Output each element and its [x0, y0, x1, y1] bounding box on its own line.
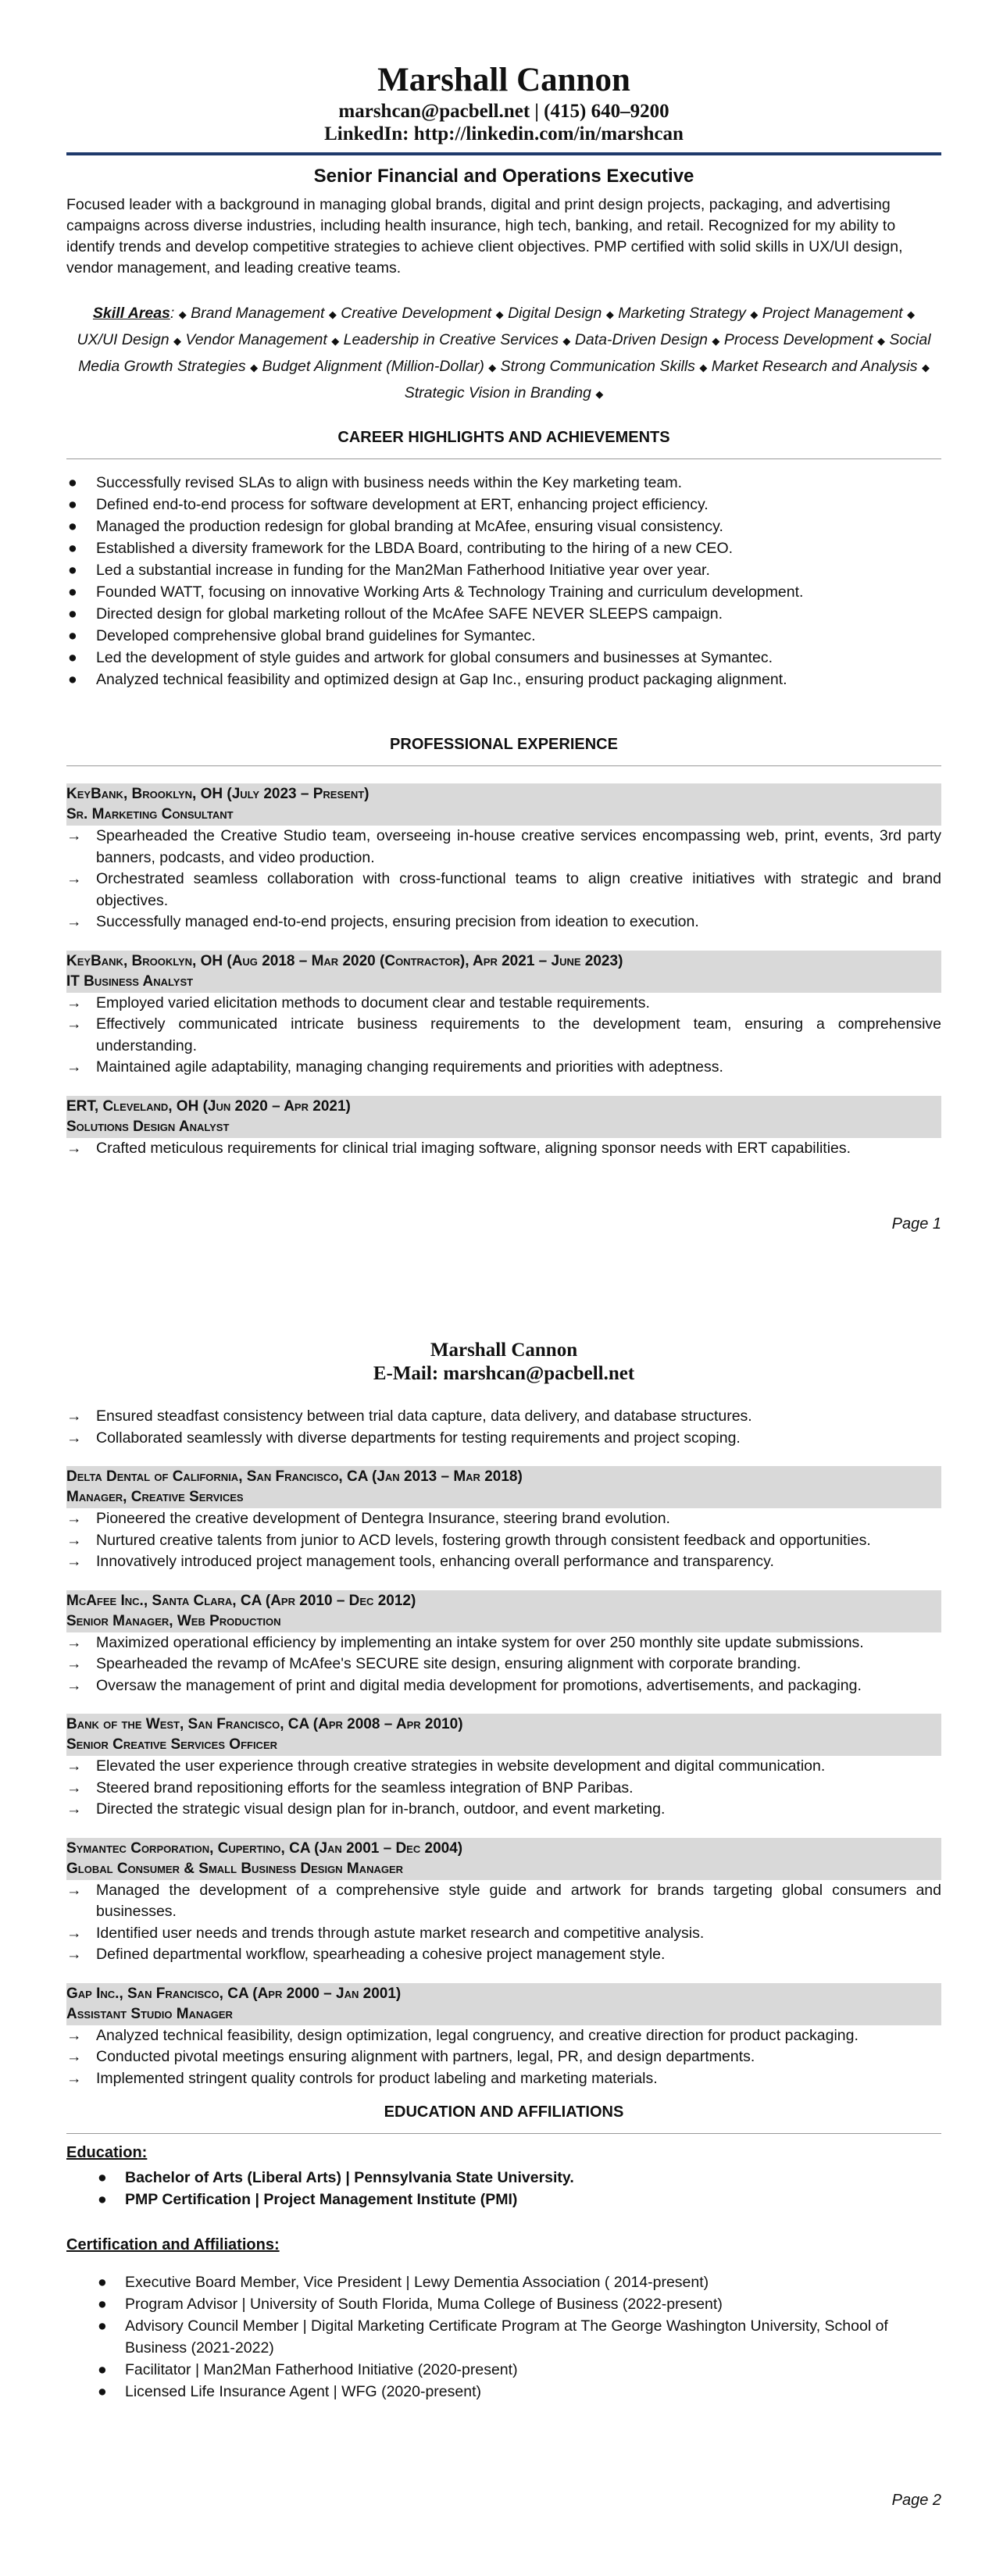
bullet-icon: ●	[68, 474, 77, 491]
job-bullet-text: Directed the strategic visual design plan for in-branch, outdoor, and event marketing.	[96, 1800, 666, 1818]
arrow-right-icon: →	[66, 913, 82, 930]
job-header	[66, 1983, 941, 2025]
job-bullet	[66, 1428, 941, 1450]
bullet-icon: ●	[68, 671, 77, 688]
job-bullet-text: Managed the development of a comprehensive style guide and artwork for brands targeting global consumers and businesses.	[96, 1881, 941, 1920]
certification-item	[66, 2315, 941, 2359]
highlight-item	[66, 669, 941, 690]
bullet-icon: ●	[68, 518, 77, 535]
bullet-icon: ●	[68, 583, 77, 601]
job-header	[66, 1714, 941, 1756]
diamond-icon: ◆	[495, 309, 504, 320]
certification-item-text: Advisory Council Member | Digital Marketing Certificate Program at The George Washington University, School of Business (2021-2022)	[125, 2317, 888, 2357]
job-bullet	[66, 1799, 941, 1821]
highlight-text: Defined end-to-end process for software development at ERT, enhancing project efficiency.	[96, 496, 709, 513]
job-title: Sr. Marketing Consultant	[66, 806, 234, 822]
highlights-title: CAREER HIGHLIGHTS AND ACHIEVEMENTS	[337, 429, 670, 446]
highlight-text: Analyzed technical feasibility and optimized design at Gap Inc., ensuring product packaging alignment.	[96, 671, 787, 688]
skill-areas: Skill Areas: ◆ Brand Management ◆ Creative Development ◆ Digital Design ◆ Marketing Strategy ◆ Project Management ◆ UX/UI Design ◆ Vendor Management ◆ Leadership in Creative Services ◆ Data-Driven Design ◆ Process Development ◆ Social Media Growth Strategies ◆ Budget Alignment (Million-Dollar) ◆ Strong Communication Skills ◆ Market Research and Analysis ◆ Strategic Vision in Branding ◆	[77, 305, 931, 401]
job-title: IT Business Analyst	[66, 972, 194, 990]
skill-item: Project Management	[762, 305, 903, 322]
diamond-icon: ◆	[250, 362, 259, 373]
bullet-icon: ●	[98, 2361, 107, 2378]
job-bullet-text: Crafted meticulous requirements for clinical trial imaging software, aligning sponsor needs with ERT capabilities.	[96, 1139, 851, 1157]
highlight-text: Developed comprehensive global brand guidelines for Symantec.	[96, 627, 536, 644]
job-header	[66, 951, 941, 993]
education-label: Education:	[66, 2144, 148, 2161]
job-header	[66, 1466, 941, 1508]
job-company: KeyBank, Brooklyn, OH (July 2023 – Present)	[66, 786, 369, 802]
job-entry	[66, 1983, 941, 2090]
bullet-icon: ●	[98, 2191, 107, 2208]
bullet-icon: ●	[68, 562, 77, 579]
resume-page-2	[0, 1289, 996, 2576]
diamond-icon: ◆	[488, 362, 497, 373]
job-bullet	[66, 2046, 941, 2068]
job-header	[66, 1590, 941, 1632]
arrow-right-icon: →	[66, 1633, 82, 1651]
certification-item-text: Facilitator | Man2Man Fatherhood Initiative (2020-present)	[125, 2361, 518, 2378]
job-bullet	[66, 1675, 941, 1697]
job-bullet-text: Spearheaded the revamp of McAfee's SECURE site design, ensuring alignment with corporate branding.	[96, 1655, 801, 1672]
education-title: EDUCATION AND AFFILIATIONS	[384, 2103, 624, 2121]
job-bullet	[66, 1508, 941, 1530]
arrow-right-icon: →	[66, 1655, 82, 1672]
arrow-right-icon: →	[66, 827, 82, 844]
certification-item	[66, 2293, 941, 2315]
bullet-icon: ●	[98, 2383, 107, 2400]
job-header	[66, 783, 941, 826]
highlight-text: Managed the production redesign for global branding at McAfee, ensuring visual consistency.	[96, 518, 723, 535]
job-title: Manager, Creative Services	[66, 1489, 244, 1505]
arrow-right-icon: →	[66, 870, 82, 887]
diamond-icon: ◆	[907, 309, 916, 320]
job-header	[66, 1838, 941, 1880]
job-bullet-text: Oversaw the management of print and digital media development for promotions, advertisements, and packaging.	[96, 1676, 862, 1694]
experience-title: PROFESSIONAL EXPERIENCE	[390, 736, 618, 753]
job-company: Gap Inc., San Francisco, CA (Apr 2000 – Jan 2001)	[66, 1985, 402, 2002]
job-bullet	[66, 1551, 941, 1573]
certifications-label: Certification and Affiliations:	[66, 2236, 280, 2253]
job-bullet-text: Successfully managed end-to-end projects, ensuring precision from ideation to execution.	[96, 913, 699, 930]
bullet-icon: ●	[98, 2169, 107, 2186]
job-bullet-text: Nurtured creative talents from junior to ACD levels, fostering growth through consistent feedback and opportunities.	[96, 1531, 871, 1549]
highlight-item	[66, 494, 941, 516]
job-bullet-text: Collaborated seamlessly with diverse departments for testing requirements and project scoping.	[96, 1429, 741, 1447]
skill-item: Vendor Management	[185, 331, 327, 348]
highlight-item	[66, 603, 941, 625]
job-bullet-text: Conducted pivotal meetings ensuring alignment with partners, legal, PR, and design departments.	[96, 2048, 755, 2065]
job-company: KeyBank, Brooklyn, OH (Aug 2018 – Mar 2020 (Contractor), Apr 2021 – June 2023)	[66, 952, 623, 969]
job-company: Bank of the West, San Francisco, CA (Apr 2008 – Apr 2010)	[66, 1716, 463, 1732]
page-number: Page 1	[891, 1215, 941, 1233]
skill-item: Brand Management	[191, 305, 325, 322]
job-bullets	[66, 1138, 941, 1160]
diamond-icon: ◆	[877, 335, 885, 347]
job-entry	[66, 783, 941, 933]
arrow-right-icon: →	[66, 2069, 82, 2087]
skill-item: Data-Driven Design	[574, 331, 708, 348]
diamond-icon: ◆	[595, 388, 604, 400]
arrow-right-icon: →	[66, 2048, 82, 2065]
continued-bullets	[66, 1406, 941, 1449]
job-bullets	[66, 2025, 941, 2090]
job-bullet-text: Effectively communicated intricate business requirements to the development team, ensuring a comprehensive understanding.	[96, 1015, 941, 1054]
skill-item: Strong Communication Skills	[500, 358, 695, 375]
highlight-item	[66, 472, 941, 494]
job-bullet-text: Spearheaded the Creative Studio team, overseeing in-house creative services encompassing web, print, events, 3rd party banners, podcasts, and video production.	[96, 827, 941, 866]
job-bullet-text: Innovatively introduced project management tools, enhancing overall performance and transparency.	[96, 1553, 774, 1570]
job-bullets	[66, 1880, 941, 1966]
diamond-icon: ◆	[750, 309, 759, 320]
job-bullet	[66, 1632, 941, 1654]
job-bullet-text: Employed varied elicitation methods to document clear and testable requirements.	[96, 994, 650, 1011]
diamond-icon: ◆	[699, 362, 708, 373]
job-bullet	[66, 2025, 941, 2047]
job-company: McAfee Inc., Santa Clara, CA (Apr 2010 – Dec 2012)	[66, 1592, 416, 1609]
page-number: Page 2	[891, 2492, 941, 2509]
skill-item: Social Media Growth Strategies	[78, 331, 931, 375]
bullet-icon: ●	[68, 627, 77, 644]
job-bullet	[66, 912, 941, 933]
skill-item: Leadership in Creative Services	[343, 331, 559, 348]
diamond-icon: ◆	[328, 309, 337, 320]
certification-item	[66, 2381, 941, 2403]
diamond-icon: ◆	[605, 309, 614, 320]
job-bullets	[66, 1756, 941, 1821]
arrow-right-icon: →	[66, 1881, 82, 1899]
bullet-icon: ●	[68, 540, 77, 557]
arrow-right-icon: →	[66, 1015, 82, 1033]
job-bullet-text: Orchestrated seamless collaboration with cross-functional teams to align creative initiatives with strategic and brand objectives.	[96, 870, 941, 909]
diamond-icon: ◆	[178, 309, 187, 320]
skill-item: Creative Development	[341, 305, 492, 322]
job-entry	[66, 1714, 941, 1821]
highlight-text: Directed design for global marketing rollout of the McAfee SAFE NEVER SLEEPS campaign.	[96, 605, 723, 623]
diamond-icon: ◆	[712, 335, 720, 347]
bullet-icon: ●	[98, 2296, 107, 2313]
job-bullet	[66, 1406, 941, 1428]
highlight-text: Established a diversity framework for the LBDA Board, contributing to the hiring of a new CEO.	[96, 540, 734, 557]
section-divider	[66, 765, 941, 766]
job-bullet	[66, 1014, 941, 1057]
job-bullet-text: Analyzed technical feasibility, design optimization, legal congruency, and creative direction for product packaging.	[96, 2026, 859, 2044]
highlight-item	[66, 559, 941, 581]
diamond-icon: ◆	[331, 335, 340, 347]
section-divider	[66, 458, 941, 459]
job-company: ERT, Cleveland, OH (Jun 2020 – Apr 2021)	[66, 1097, 351, 1115]
job-entry	[66, 1838, 941, 1966]
arrow-right-icon: →	[66, 1553, 82, 1570]
job-company: Delta Dental of California, San Francisco, CA (Jan 2013 – Mar 2018)	[66, 1468, 523, 1485]
job-bullet	[66, 869, 941, 912]
job-bullet	[66, 1756, 941, 1778]
job-bullet	[66, 1057, 941, 1079]
diamond-icon: ◆	[173, 335, 181, 347]
job-bullets	[66, 1632, 941, 1697]
certification-item	[66, 2271, 941, 2293]
job-bullet-text: Maximized operational efficiency by implementing an intake system for over 250 monthly site update submissions.	[96, 1633, 864, 1651]
job-bullet-text: Elevated the user experience through creative strategies in website development and digital communication.	[96, 1757, 826, 1775]
highlight-item	[66, 581, 941, 603]
contact-line: marshcan@pacbell.net | (415) 640–9200	[338, 101, 669, 122]
skill-item: Process Development	[723, 331, 873, 348]
highlight-text: Founded WATT, focusing on innovative Working Arts & Technology Training and curriculum development.	[96, 583, 804, 601]
job-bullet-text: Identified user needs and trends through astute market research and competitive analysis.	[96, 1924, 705, 1942]
highlights-list	[66, 472, 941, 690]
arrow-right-icon: →	[66, 1408, 82, 1425]
skill-item: Budget Alignment (Million-Dollar)	[262, 358, 484, 375]
job-bullet	[66, 2068, 941, 2090]
job-bullet	[66, 1530, 941, 1552]
job-title: Assistant Studio Manager	[66, 2005, 233, 2022]
job-bullet-text: Steered brand repositioning efforts for the seamless integration of BNP Paribas.	[96, 1779, 634, 1796]
job-bullet	[66, 1654, 941, 1675]
skill-item: Strategic Vision in Branding	[404, 384, 591, 401]
arrow-right-icon: →	[66, 1924, 82, 1942]
jobs-list	[66, 1466, 941, 2089]
bullet-icon: ●	[98, 2274, 107, 2291]
skill-item: Market Research and Analysis	[711, 358, 918, 375]
job-bullet-text: Implemented stringent quality controls for product labeling and marketing materials.	[96, 2069, 658, 2087]
bullet-icon: ●	[68, 649, 77, 666]
certification-item-text: Program Advisor | University of South Florida, Muma College of Business (2022-present)	[125, 2296, 723, 2313]
arrow-right-icon: →	[66, 1757, 82, 1775]
certifications-list	[66, 2271, 941, 2403]
highlight-item	[66, 537, 941, 559]
job-bullet	[66, 1138, 941, 1160]
bullet-icon: ●	[68, 605, 77, 623]
job-company: Symantec Corporation, Cupertino, CA (Jan 2001 – Dec 2004)	[66, 1839, 463, 1857]
education-item	[66, 2167, 941, 2189]
page2-name: Marshall Cannon	[430, 1340, 578, 1361]
diamond-icon: ◆	[562, 335, 571, 347]
skill-item: UX/UI Design	[77, 331, 170, 348]
job-title: Senior Creative Services Officer	[66, 1736, 278, 1753]
arrow-right-icon: →	[66, 1800, 82, 1818]
arrow-right-icon: →	[66, 1676, 82, 1694]
job-title: Solutions Design Analyst	[66, 1118, 230, 1135]
arrow-right-icon: →	[66, 994, 82, 1011]
arrow-right-icon: →	[66, 1058, 82, 1076]
highlight-text: Led a substantial increase in funding for the Man2Man Fatherhood Initiative year over year.	[96, 562, 710, 579]
arrow-right-icon: →	[66, 1779, 82, 1796]
arrow-right-icon: →	[66, 2026, 82, 2044]
job-entry	[66, 1466, 941, 1573]
job-entry	[66, 1096, 941, 1160]
job-bullet-text: Ensured steadfast consistency between trial data capture, data delivery, and database structures.	[96, 1408, 752, 1425]
header-divider	[66, 152, 941, 155]
job-bullets	[66, 1508, 941, 1573]
certification-item-text: Executive Board Member, Vice President | Lewy Dementia Association ( 2014-present)	[125, 2274, 709, 2291]
diamond-icon: ◆	[921, 362, 930, 373]
skill-areas-label: Skill Areas	[92, 305, 170, 322]
linkedin-line: LinkedIn: http://linkedin.com/in/marshcan	[324, 123, 684, 144]
job-bullet-text: Maintained agile adaptability, managing changing requirements and priorities with adeptness.	[96, 1058, 723, 1076]
education-item-text: PMP Certification | Project Management Institute (PMI)	[125, 2191, 518, 2208]
jobs-list	[66, 783, 941, 1159]
job-bullet	[66, 1944, 941, 1966]
section-divider	[66, 2133, 941, 2134]
skill-item: Digital Design	[508, 305, 602, 322]
arrow-right-icon: →	[66, 1139, 82, 1157]
job-bullet-text: Defined departmental workflow, spearheading a cohesive project management style.	[96, 1946, 666, 1963]
certification-item	[66, 2359, 941, 2381]
job-entry	[66, 951, 941, 1079]
job-entry	[66, 1590, 941, 1697]
job-bullets	[66, 826, 941, 933]
job-bullet	[66, 1778, 941, 1800]
bullet-icon: ●	[68, 496, 77, 513]
education-item-text: Bachelor of Arts (Liberal Arts) | Pennsylvania State University.	[125, 2169, 574, 2186]
headline: Senior Financial and Operations Executive	[313, 166, 694, 187]
job-bullet	[66, 1880, 941, 1923]
arrow-right-icon: →	[66, 1531, 82, 1549]
job-header	[66, 1096, 941, 1138]
highlight-item	[66, 516, 941, 537]
education-item	[66, 2189, 941, 2210]
job-bullet	[66, 826, 941, 869]
job-bullet	[66, 1923, 941, 1945]
page2-email: E-Mail: marshcan@pacbell.net	[373, 1363, 635, 1384]
job-title: Senior Manager, Web Production	[66, 1612, 281, 1629]
certification-item-text: Licensed Life Insurance Agent | WFG (2020-present)	[125, 2383, 481, 2400]
bullet-icon: ●	[98, 2317, 107, 2335]
arrow-right-icon: →	[66, 1946, 82, 1963]
candidate-name: Marshall Cannon	[377, 62, 630, 98]
job-bullet	[66, 993, 941, 1015]
skill-item: Marketing Strategy	[618, 305, 746, 322]
arrow-right-icon: →	[66, 1429, 82, 1447]
education-list	[66, 2167, 941, 2210]
job-bullets	[66, 993, 941, 1079]
arrow-right-icon: →	[66, 1510, 82, 1527]
highlight-item	[66, 647, 941, 669]
highlight-text: Successfully revised SLAs to align with business needs within the Key marketing team.	[96, 474, 683, 491]
job-bullet-text: Pioneered the creative development of Dentegra Insurance, steering brand evolution.	[96, 1510, 670, 1527]
job-title: Global Consumer & Small Business Design Manager	[66, 1860, 404, 1877]
highlight-item	[66, 625, 941, 647]
highlight-text: Led the development of style guides and artwork for global consumers and businesses at Symantec.	[96, 649, 773, 666]
summary: Focused leader with a background in managing global brands, digital and print design projects, packaging, and advertising campaigns across diverse industries, including health insurance, high tech, banking, and retail. Recognized for my ability to identify trends and develop competitive strategies to achieve client objectives. PMP certified with solid skills in UX/UI design, vendor management, and leading creative teams.	[66, 196, 903, 277]
